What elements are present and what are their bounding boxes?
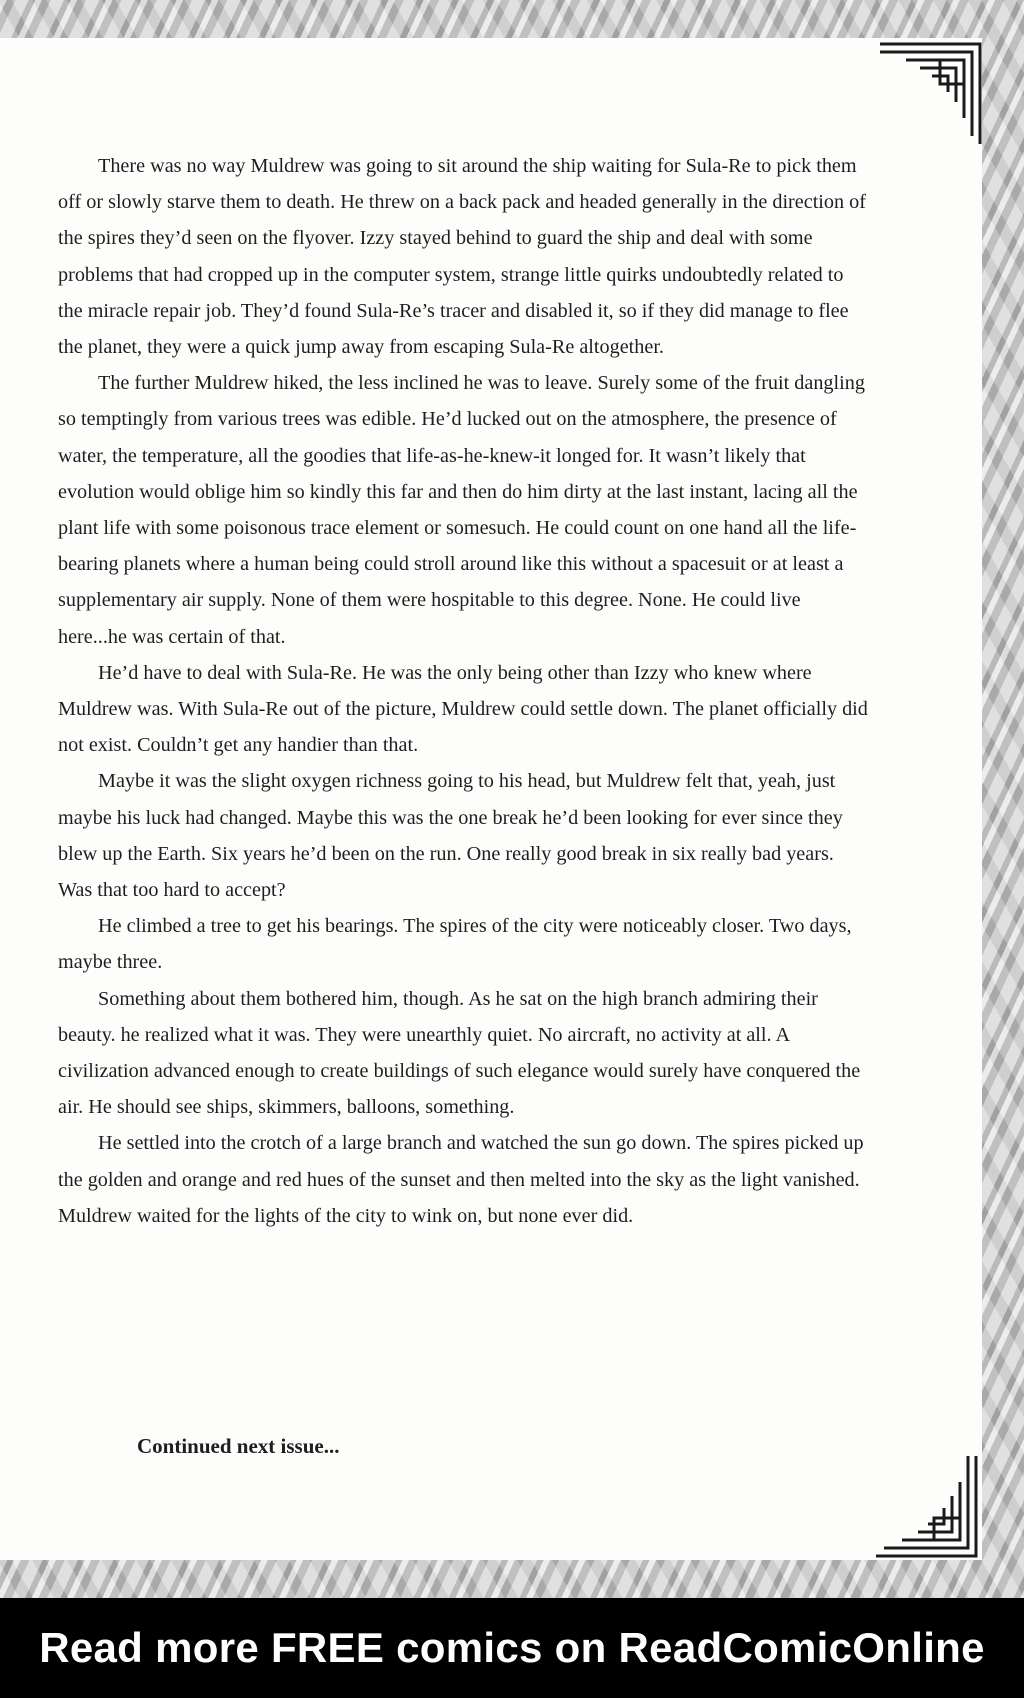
- story-paragraph: He climbed a tree to get his bearings. The spires of the city were noticeably closer. Two days, maybe three.: [58, 915, 852, 974]
- story-paragraph: He’d have to deal with Sula-Re. He was the only being other than Izzy who knew where Muldrew was. With Sula-Re out of the picture, Muldrew could settle down. The planet officially did not exist. Couldn’t get any handier than that.: [58, 661, 868, 757]
- continued-notice: Continued next issue...: [137, 1434, 340, 1458]
- story-paragraph: There was no way Muldrew was going to sit around the ship waiting for Sula-Re to pick them off or slowly starve them to death. He threw on a back pack and headed generally in the direction of the spires they’d seen on the flyover. Izzy stayed behind to guard the ship and deal with some problems that had cropped up in the computer system, strange little quirks undoubtedly related to the miracle repair job. They’d found Sula-Re’s tracer and disabled it, so if they did manage to flee the planet, they were a quick jump away from escaping Sula-Re altogether.: [58, 155, 866, 359]
- art-deco-corner-icon: [876, 38, 986, 148]
- story-paragraph: The further Muldrew hiked, the less inclined he was to leave. Surely some of the fruit dangling so temptingly from various trees was edible. He’d lucked out on the atmosphere, the presence of water, the temperature, all the goodies that life-as-he-knew-it longed for. It wasn’t likely that evolution would oblige him so kindly this far and then do him dirty at the last instant, lacing all the plant life with some poisonous trace element or somesuch. He could count on one hand all the life-bearing planets where a human being could stroll around like this without a spacesuit or at least a supplementary air supply. None of them were hospitable to this degree. None. He could live here...he was certain of that.: [58, 372, 865, 648]
- story-paragraph: He settled into the crotch of a large branch and watched the sun go down. The spires picked up the golden and orange and red hues of the sunset and then melted into the sky as the light vanished. Muldrew waited for the lights of the city to wink on, but none ever did.: [58, 1132, 864, 1227]
- promo-banner[interactable]: [0, 1598, 1024, 1698]
- story-paragraph: Maybe it was the slight oxygen richness going to his head, but Muldrew felt that, yeah, just maybe his luck had changed. Maybe this was the one break he’d been looking for ever since they blew up the Earth. Six years he’d been on the run. One really good break in six really bad years. Was that too hard to accept?: [58, 770, 843, 902]
- story-text: [58, 148, 870, 1234]
- promo-banner-text[interactable]: Read more FREE comics on ReadComicOnline: [39, 1624, 985, 1671]
- art-deco-corner-icon: [870, 1452, 980, 1562]
- story-paragraph: Something about them bothered him, though. As he sat on the high branch admiring their beauty. he realized what it was. They were unearthly quiet. No aircraft, no activity at all. A civilization advanced enough to create buildings of such elegance would surely have conquered the air. He should see ships, skimmers, balloons, something.: [58, 987, 861, 1119]
